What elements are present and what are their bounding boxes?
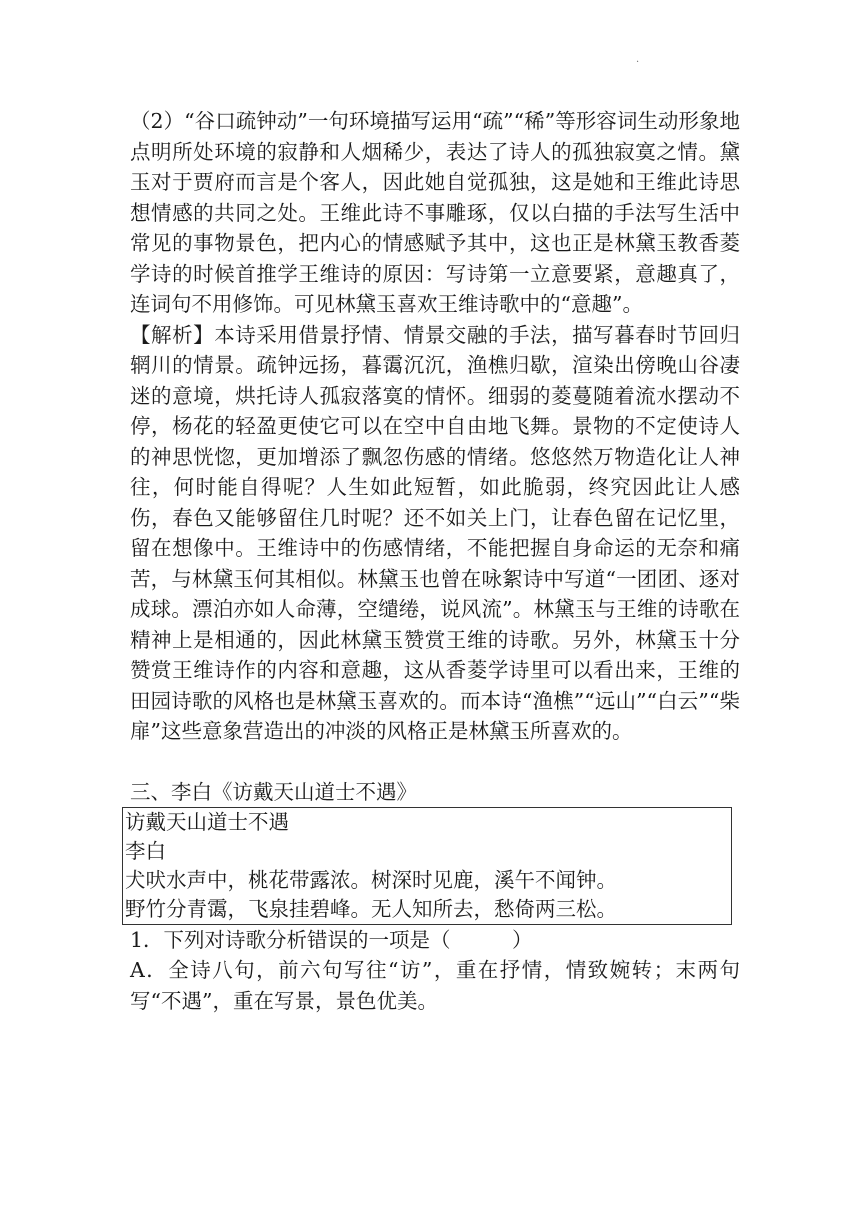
option-a: A．全诗八句，前六句写往“访”，重在抒情，情致婉转；末两句写“不遇”，重在写景，景色优美。 xyxy=(130,958,740,1013)
question-stem: 1．下列对诗歌分析错误的一项是（ ） xyxy=(130,927,533,952)
poem-title: 访戴天山道士不遇 xyxy=(125,809,289,834)
section-gap xyxy=(130,747,740,777)
page-marker: · xyxy=(636,57,640,68)
poem-line-2: 野竹分青霭，飞泉挂碧峰。无人知所去，愁倚两三松。 xyxy=(125,896,617,921)
document-body xyxy=(125,106,740,1016)
answer-paragraph: （2）“谷口疏钟动”一句环境描写运用“疏”“稀”等形容词生动形象地点明所处环境的寂静和人烟稀少，表达了诗人的孤独寂寞之情。黛玉对于贾府而言是个客人，因此她自觉孤独，这是她和王维此诗思想情感的共同之处。王维此诗不事雕琢，仅以白描的手法写生活中常见的事物景色，把内心的情感赋予其中，这也正是林黛玉教香菱学诗的时候首推学王维诗的原因：写诗第一立意要紧，意趣真了，连词句不用修饰。可见林黛玉喜欢王维诗歌中的“意趣”。 xyxy=(130,109,740,316)
poem-box xyxy=(122,807,732,925)
analysis-paragraph: 【解析】本诗采用借景抒情、情景交融的手法，描写暮春时节回归辋川的情景。疏钟远扬，暮霭沉沉，渔樵归歇，渲染出傍晚山谷凄迷的意境，烘托诗人孤寂落寞的情怀。细弱的菱蔓随着流水摆动不停，杨花的轻盈更使它可以在空中自由地飞舞。景物的不定使诗人的神思恍惚，更加增添了飘忽伤感的情绪。悠悠然万物造化让人神往，何时能自得呢？人生如此短暂，如此脆弱，终究因此让人感伤，春色又能够留住几时呢？还不如关上门，让春色留在记忆里，留在想像中。王维诗中的伤感情绪，不能把握自身命运的无奈和痛苦，与林黛玉何其相似。林黛玉也曾在咏絮诗中写道“一团团、逐对成球。漂泊亦如人命薄，空缱绻，说风流”。林黛玉与王维的诗歌在精神上是相通的，因此林黛玉赞赏王维的诗歌。另外，林黛玉十分赞赏王维诗作的内容和意趣，这从香菱学诗里可以看出来，王维的田园诗歌的风格也是林黛玉喜欢的。而本诗“渔樵”“远山”“白云”“柴扉”这些意象营造出的冲淡的风格正是林黛玉所喜欢的。 xyxy=(130,322,740,743)
poem-line-1: 犬吠水声中，桃花带露浓。树深时见鹿，溪午不闻钟。 xyxy=(125,867,617,892)
poem-author: 李白 xyxy=(125,838,166,863)
section-title: 三、李白《访戴天山道士不遇》 xyxy=(130,779,417,804)
